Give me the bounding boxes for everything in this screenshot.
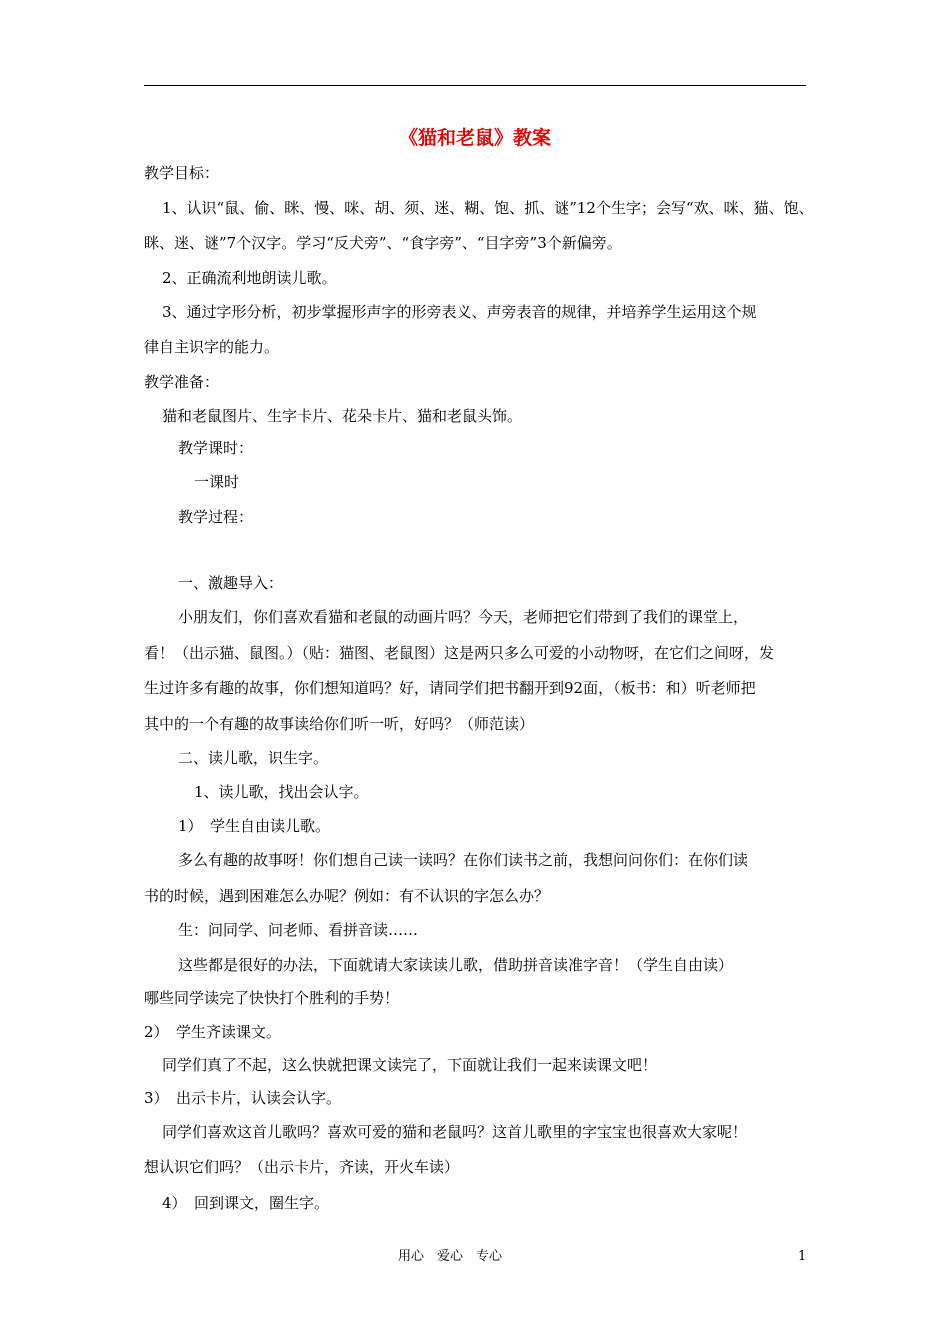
body-line: 同学们真了不起，这么快就把课文读完了，下面就让我们一起来读课文吧！ xyxy=(162,1056,658,1074)
body-line: 同学们喜欢这首儿歌吗？喜欢可爱的猫和老鼠吗？这首儿歌里的字宝宝也很喜欢大家呢！ xyxy=(162,1123,748,1141)
body-line: 教学准备： xyxy=(144,373,220,391)
body-line: 多么有趣的故事呀！你们想自己读一读吗？在你们读书之前，我想问问你们：在你们读 xyxy=(178,851,749,869)
body-line: 1） 学生自由读儿歌。 xyxy=(178,817,331,835)
body-line: 一课时 xyxy=(194,473,240,491)
body-line: 二、读儿歌，识生字。 xyxy=(178,749,329,767)
body-line: 3） 出示卡片，认读会认字。 xyxy=(144,1089,342,1107)
body-line: 猫和老鼠图片、生字卡片、花朵卡片、猫和老鼠头饰。 xyxy=(162,407,523,425)
body-line: 一、激趣导入： xyxy=(178,574,284,592)
body-line: 这些都是很好的办法，下面就请大家读读儿歌，借助拼音读准字音！（学生自由读） xyxy=(178,956,734,974)
body-line: 看！（出示猫、鼠图。）（贴：猫图、老鼠图）这是两只多么可爱的小动物呀，在它们之间呀，发 xyxy=(144,644,775,662)
body-line: 小朋友们，你们喜欢看猫和老鼠的动画片吗？今天，老师把它们带到了我们的课堂上， xyxy=(178,608,749,626)
page-number: 1 xyxy=(798,1249,807,1264)
body-line: 4） 回到课文，圈生字。 xyxy=(162,1194,330,1212)
body-line: 眯、迷、谜”7个汉字。学习“反犬旁”、“食字旁”、“目字旁”3个新偏旁。 xyxy=(144,234,622,252)
body-line: 2） 学生齐读课文。 xyxy=(144,1023,282,1041)
document-title: 《猫和老鼠》教案 xyxy=(398,127,551,149)
body-line: 生：问同学、问老师、看拼音读…… xyxy=(178,921,419,939)
body-line: 教学过程： xyxy=(178,508,254,526)
body-line: 教学课时： xyxy=(178,439,254,457)
body-line: 哪些同学读完了快快打个胜利的手势！ xyxy=(144,989,400,1007)
body-line: 1、读儿歌，找出会认字。 xyxy=(194,783,369,801)
body-line: 教学目标： xyxy=(144,164,220,182)
body-line: 3、通过字形分析，初步掌握形声字的形旁表义、声旁表音的规律，并培养学生运用这个规 xyxy=(162,303,757,321)
body-line: 律自主识字的能力。 xyxy=(144,338,280,356)
footer-motto: 用心 爱心 专心 xyxy=(398,1249,503,1264)
body-line: 生过许多有趣的故事，你们想知道吗？好，请同学们把书翻开到92面，（板书：和）听老师把 xyxy=(144,679,756,697)
body-line: 1、认识“鼠、偷、眯、慢、咪、胡、须、迷、糊、饱、抓、谜”12个生字；会写“欢、咪、猫、饱、 xyxy=(162,199,814,217)
header-rule xyxy=(144,85,806,86)
body-line: 想认识它们吗？（出示卡片，齐读，开火车读） xyxy=(144,1158,460,1176)
body-line: 书的时候，遇到困难怎么办呢？例如：有不认识的字怎么办？ xyxy=(144,887,550,905)
body-line: 其中的一个有趣的故事读给你们听一听，好吗？（师范读） xyxy=(144,715,535,733)
body-line: 2、正确流利地朗读儿歌。 xyxy=(162,269,337,287)
